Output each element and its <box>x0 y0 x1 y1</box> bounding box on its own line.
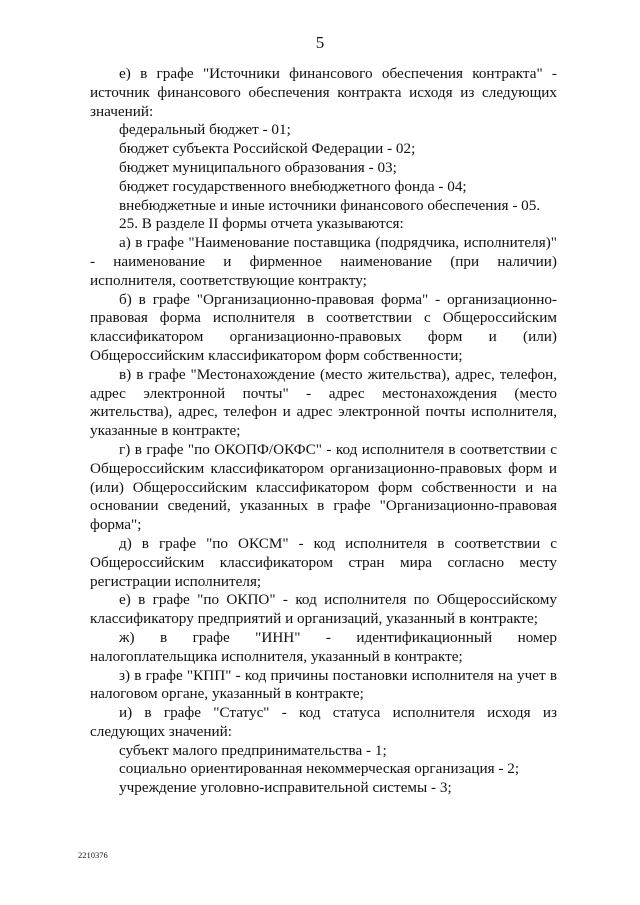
document-code: 2210376 <box>78 850 108 860</box>
list-item-small-business: субъект малого предпринимательства - 1; <box>119 741 387 759</box>
list-item-municipal-budget: бюджет муниципального образования - 03; <box>119 158 397 176</box>
page-number: 5 <box>315 33 325 52</box>
list-item-state-fund-budget: бюджет государственного внебюджетного фонда - 04; <box>119 177 467 195</box>
paragraph-okpo: е) в графе "по ОКПО" - код исполнителя по Общероссийскому классификатору предприятий и организаций, указанный в контракте; <box>90 591 557 628</box>
list-item-regional-budget: бюджет субъекта Российской Федерации - 02; <box>119 140 416 158</box>
paragraph-oksm: д) в графе "по ОКСМ" - код исполнителя в соответствии с Общероссийским классификатором стран мира согласно месту регистрации исполнителя; <box>90 534 557 590</box>
paragraph-okopf-okfs: г) в графе "по ОКОПФ/ОКФС" - код исполнителя в соответствии с Общероссийским классификатором организационно-правовых форм и (или) Общероссийским классификатором форм собственности и на основании сведений, указанных в графе "Организационно-правовая форма"; <box>90 440 557 534</box>
paragraph-source-of-funding: е) в графе "Источники финансового обеспечения контракта" - источник финансового обеспечения контракта исходя из следующих значений: <box>90 65 557 120</box>
paragraph-kpp: з) в графе "КПП" - код причины постановки исполнителя на учет в налоговом органе, указанный в контракте; <box>90 666 557 703</box>
list-item-extrabudgetary: внебюджетные и иные источники финансового обеспечения - 05. <box>119 196 541 214</box>
paragraph-section-2-heading: 25. В разделе II формы отчета указываются: <box>119 215 404 233</box>
document-body <box>90 65 557 798</box>
list-item-penitentiary: учреждение уголовно-исправительной системы - 3; <box>119 779 452 797</box>
list-item-nonprofit: социально ориентированная некоммерческая организация - 2; <box>119 760 520 778</box>
paragraph-location: в) в графе "Местонахождение (место жительства), адрес, телефон, адрес электронной почты" - адрес местонахождения (место жительства), адрес, телефон и адрес электронной почты исполнителя, указанные в контракте; <box>90 365 557 440</box>
paragraph-inn: ж) в графе "ИНН" - идентификационный номер налогоплательщика исполнителя, указанный в контракте; <box>90 628 557 665</box>
paragraph-legal-form: б) в графе "Организационно-правовая форма" - организационно-правовая форма исполнителя в соответствии с Общероссийским классификатором организационно-правовых форм и (или) Общероссийским классификатором форм собственности; <box>90 290 557 364</box>
paragraph-status: и) в графе "Статус" - код статуса исполнителя исходя из следующих значений: <box>90 704 557 740</box>
list-item-federal-budget: федеральный бюджет - 01; <box>119 121 291 139</box>
paragraph-supplier-name: а) в графе "Наименование поставщика (подрядчика, исполнителя)" - наименование и фирменное наименование (при наличии) исполнителя, соответствующие контракту; <box>90 234 557 289</box>
